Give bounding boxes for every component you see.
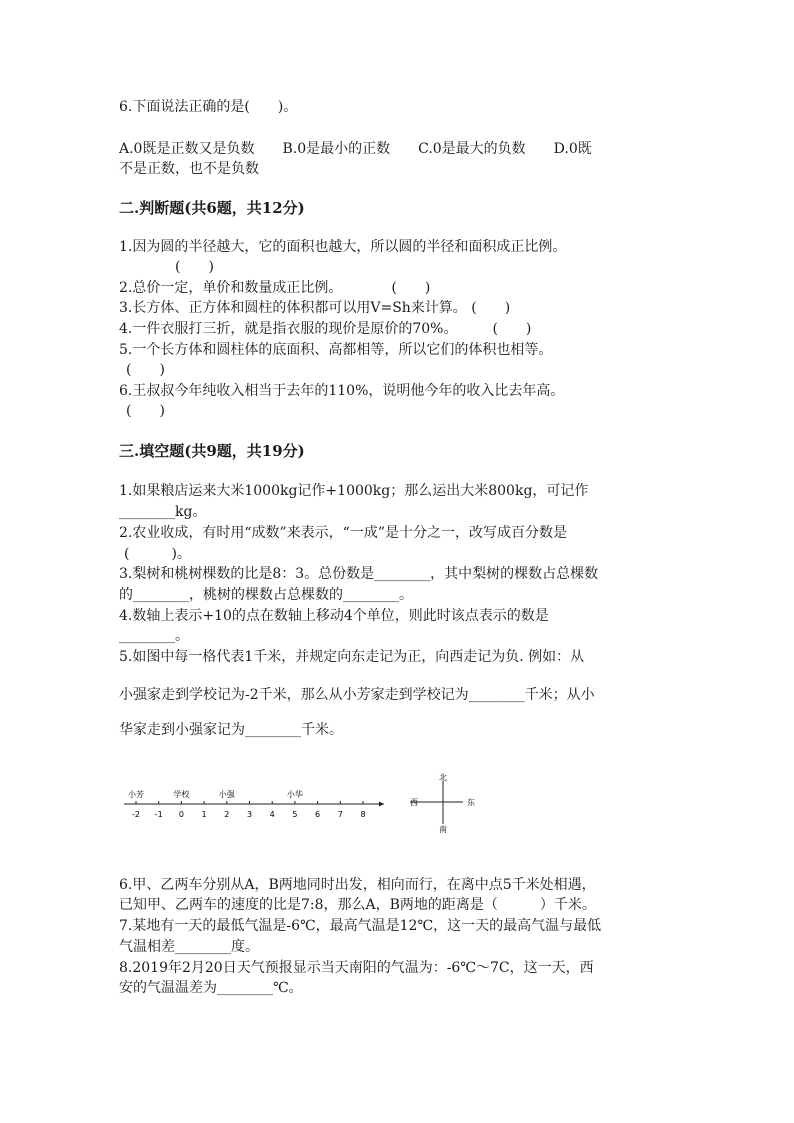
number-line-tick-label: 6	[315, 810, 321, 819]
fill-q5-line1: 5.如图中每一格代表1千米，并规定向东走记为正，向西走记为负. 例如：从	[119, 649, 585, 665]
number-line-place-label: 小强	[218, 790, 235, 799]
compass-east-label: 东	[467, 798, 475, 807]
number-line-tick-label: 2	[224, 810, 230, 819]
fill-q1-line2: ________kg。	[119, 504, 207, 520]
judge-item-2: 2.总价一定，单价和数量成正比例。 ( )	[119, 280, 431, 296]
number-line-tick-label: 5	[292, 810, 298, 819]
fill-q5-line2: 小强家走到学校记为-2千米，那么从小芳家走到学校记为________千米；从小	[119, 687, 595, 703]
number-line-tick-label: -1	[154, 810, 163, 819]
judge-item-4: 4.一件衣服打三折，就是指衣服的现价是原价的70%。 ( )	[119, 321, 532, 337]
fill-q4-line2: ________。	[119, 628, 189, 644]
fill-q7-line2: 气温相差________度。	[119, 939, 259, 955]
compass	[410, 772, 475, 834]
compass-north-label: 北	[439, 773, 447, 782]
fill-q6-line2: 已知甲、乙两车的速度的比是7:8，那么A，B两地的距离是（ ）千米。	[119, 897, 596, 913]
number-line-place-label: 小华	[286, 790, 303, 799]
q6-options-line1: A.0既是正数又是负数 B.0是最小的正数 C.0是最大的负数 D.0既	[119, 141, 592, 157]
number-line-arrow	[379, 802, 384, 807]
q6-stem: 6.下面说法正确的是( )。	[119, 99, 298, 115]
fill-q3-line2: 的________，桃树的棵数占总棵数的________。	[119, 587, 413, 603]
number-line-tick-label: 1	[201, 810, 207, 819]
fill-q6-line1: 6.甲、乙两车分别从A，B两地同时出发，相向而行，在离中点5千米处相遇，	[119, 877, 596, 893]
q6-options-line2: 不是正数，也不是负数	[119, 161, 259, 177]
fill-q3-line1: 3.梨树和桃树棵数的比是8：3。总份数是________，其中梨树的棵数占总棵数	[119, 566, 599, 582]
number-line-tick-label: 0	[178, 810, 184, 819]
number-line-place-label: 小芳	[128, 790, 144, 799]
judge-item-6: 6.王叔叔今年纯收入相当于去年的110%，说明他今年的收入比去年高。	[119, 383, 565, 399]
fill-q5-line3: 华家走到小强家记为________千米。	[119, 722, 343, 738]
compass-south-label: 南	[439, 825, 447, 834]
judge-item-1-paren: ( )	[175, 259, 214, 275]
judge-item-6-paren: ( )	[126, 403, 165, 419]
fill-q1-line1: 1.如果粮店运来大米1000kg记作+1000kg；那么运出大米800kg，可记作	[119, 483, 589, 499]
number-line-tick-label: -2	[132, 810, 140, 819]
fill-q8-line2: 安的气温温差为________℃。	[119, 980, 303, 996]
number-line-place-label: 学校	[173, 790, 190, 799]
judge-item-3: 3.长方体、正方体和圆柱的体积都可以用V=Sh来计算。 ( )	[119, 300, 511, 316]
judge-item-1: 1.因为圆的半径越大，它的面积也越大，所以圆的半径和面积成正比例。	[119, 239, 567, 255]
fill-q2-line1: 2.农业收成，有时用“成数”来表示，“一成”是十分之一，改写成百分数是	[119, 525, 567, 541]
fill-q2-line2: ( )。	[124, 546, 191, 562]
judge-item-5: 5.一个长方体和圆柱体的底面积、高都相等，所以它们的体积也相等。	[119, 342, 553, 358]
number-line-figure	[120, 772, 490, 836]
number-line-tick-label: 3	[246, 810, 253, 819]
number-line-tick-label: 8	[360, 810, 366, 819]
judge-item-5-paren: ( )	[126, 362, 165, 378]
compass-west-label: 西	[410, 798, 418, 807]
fill-q7-line1: 7.某地有一天的最低气温是-6℃，最高气温是12℃，这一天的最高气温与最低	[119, 918, 602, 934]
number-line-tick-label: 4	[269, 810, 275, 819]
number-line-tick-label: 7	[337, 810, 343, 819]
section3-title: 三.填空题(共9题，共19分)	[119, 442, 305, 460]
section2-title: 二.判断题(共6题，共12分)	[119, 199, 305, 217]
fill-q4-line1: 4.数轴上表示+10的点在数轴上移动4个单位，则此时该点表示的数是	[119, 608, 549, 624]
fill-q8-line1: 8.2019年2月20日天气预报显示当天南阳的气温为：-6℃～7C，这一天，西	[119, 960, 594, 976]
number-line	[124, 789, 384, 819]
